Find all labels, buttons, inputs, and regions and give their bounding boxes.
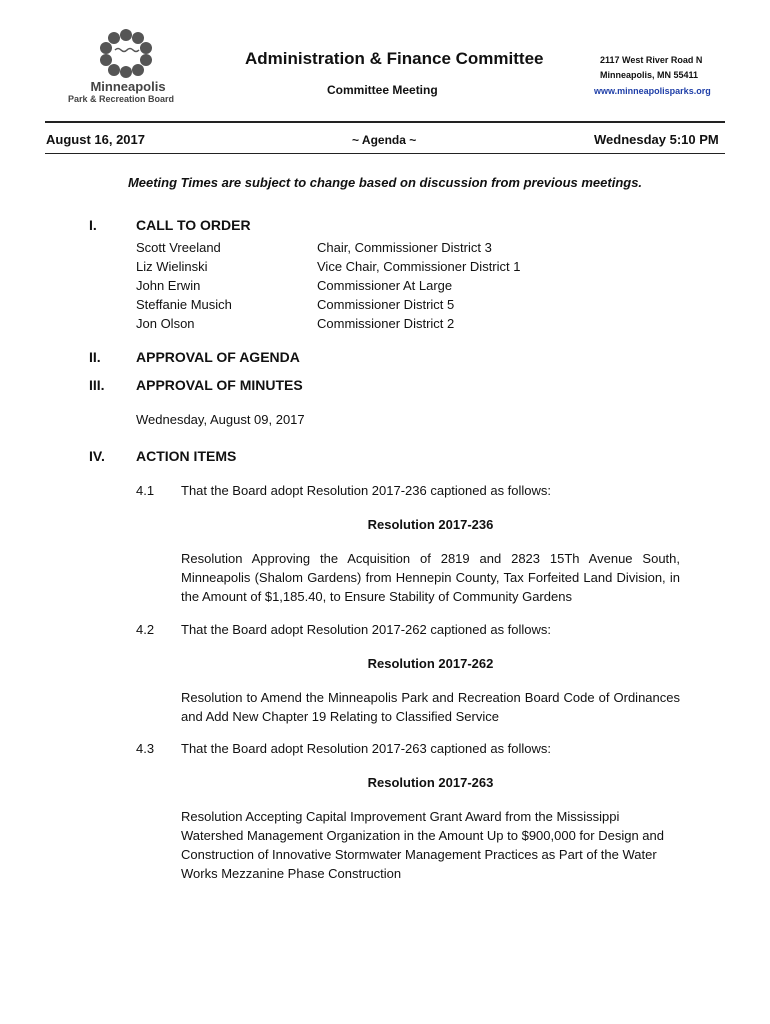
item-text: That the Board adopt Resolution 2017-236 captioned as follows: — [181, 483, 552, 498]
resolution-body: Resolution Accepting Capital Improvement Grant Award from the Mississippi Watershed Management Organization in the Amount Up to $900,000 for Design and Construction of Innovative Stormwater Management Practices as Part of the Water Works Mezzanine Phase Construction — [181, 809, 664, 881]
section-title-approval-minutes: APPROVAL OF MINUTES — [136, 377, 303, 393]
org-name: Minneapolis — [90, 79, 166, 94]
committee-title: Administration & Finance Committee — [245, 49, 544, 68]
item-text: That the Board adopt Resolution 2017-262 captioned as follows: — [181, 622, 552, 637]
header-rule-bottom — [45, 153, 725, 154]
member-role: Commissioner District 5 — [317, 297, 455, 312]
resolution-title: Resolution 2017-236 — [367, 517, 494, 532]
member-role: Chair, Commissioner District 3 — [317, 240, 492, 255]
section-number: III. — [89, 377, 105, 393]
resolution-title: Resolution 2017-262 — [367, 656, 494, 671]
resolution-body: Resolution Approving the Acquisition of 2819 and 2823 15Th Avenue South, Minneapolis (Shalom Gardens) from Hennepin County, Tax Forfeited Land Division, in the Amount of $1,185.40, to Ensure Stability of Community Gardens — [181, 551, 680, 604]
meeting-day-time: Wednesday 5:10 PM — [594, 132, 719, 147]
member-name: John Erwin — [136, 278, 201, 293]
meeting-type: Committee Meeting — [327, 83, 438, 97]
member-name: Steffanie Musich — [136, 297, 232, 312]
website-link[interactable]: www.minneapolisparks.org — [594, 86, 711, 96]
section-title-action-items: ACTION ITEMS — [136, 448, 237, 464]
item-number: 4.1 — [136, 483, 155, 498]
address-line-2: Minneapolis, MN 55411 — [600, 70, 699, 80]
org-subtitle: Park & Recreation Board — [67, 94, 175, 104]
member-name: Jon Olson — [136, 316, 195, 331]
schedule-notice: Meeting Times are subject to change based on discussion from previous meetings. — [127, 175, 643, 190]
member-role: Commissioner At Large — [317, 278, 453, 293]
member-role: Vice Chair, Commissioner District 1 — [317, 259, 521, 274]
agenda-label: ~ Agenda ~ — [352, 133, 417, 147]
section-number: I. — [89, 217, 97, 233]
item-text: That the Board adopt Resolution 2017-263 captioned as follows: — [181, 741, 552, 756]
meeting-date: August 16, 2017 — [46, 132, 145, 147]
section-number: II. — [89, 349, 101, 365]
item-number: 4.2 — [136, 622, 155, 637]
member-name: Liz Wielinski — [136, 259, 208, 274]
section-title-call-to-order: CALL TO ORDER — [136, 217, 251, 233]
mprb-logo-icon — [96, 28, 156, 78]
item-number: 4.3 — [136, 741, 155, 756]
member-role: Commissioner District 2 — [317, 316, 455, 331]
header-rule-top — [45, 121, 725, 123]
resolution-title: Resolution 2017-263 — [367, 775, 494, 790]
resolution-body: Resolution to Amend the Minneapolis Park and Recreation Board Code of Ordinances and Add New Chapter 19 Relating to Classified Service — [181, 690, 680, 724]
section-title-approval-agenda: APPROVAL OF AGENDA — [136, 349, 300, 365]
minutes-date: Wednesday, August 09, 2017 — [136, 412, 305, 427]
address-line-1: 2117 West River Road N — [600, 55, 703, 65]
section-number: IV. — [89, 448, 105, 464]
member-name: Scott Vreeland — [136, 240, 221, 255]
